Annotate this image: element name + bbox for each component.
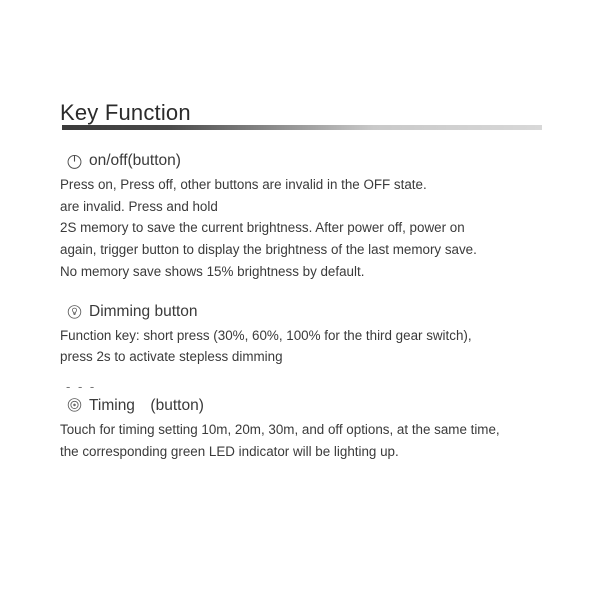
section-dimming-heading [60, 303, 540, 321]
section-power-body [60, 174, 540, 283]
section-timing-body [60, 419, 540, 462]
section-dimming-body [60, 325, 540, 368]
title-underline-rule [62, 125, 542, 130]
timer-icon [66, 396, 83, 413]
section-timing-label: Timing (button) [89, 397, 204, 415]
body-line: Press on, Press off, other buttons are invalid in the OFF state. [60, 177, 427, 192]
body-line: Touch for timing setting 10m, 20m, 30m, and off options, at the same time, [60, 422, 500, 438]
body-line: are invalid. Press and hold [60, 198, 218, 214]
body-line: the corresponding green LED indicator will be lighting up. [60, 443, 399, 459]
section-dimming-label: Dimming button [89, 302, 198, 320]
section-timing-divider: - - - [66, 378, 97, 394]
section-power [60, 152, 540, 283]
section-timing-heading [60, 393, 540, 415]
body-line: Function key: short press (30%, 60%, 100% for the third gear switch), [60, 327, 472, 343]
section-dimming [60, 303, 540, 368]
body-line: again, trigger button to display the brightness of the last memory save. [60, 242, 477, 258]
page-title-block [60, 100, 540, 130]
body-line: press 2s to activate stepless dimming [60, 349, 283, 365]
body-line: 2S memory to save the current brightness. After power off, power on [60, 220, 465, 236]
power-icon [66, 153, 83, 170]
section-timing [60, 393, 540, 462]
brightness-bulb-icon [66, 303, 83, 320]
section-power-heading [60, 152, 540, 170]
section-power-label: on/off(button) [89, 152, 181, 169]
page-title: Key Function [60, 100, 191, 125]
body-line: No memory save shows 15% brightness by default. [60, 263, 365, 279]
